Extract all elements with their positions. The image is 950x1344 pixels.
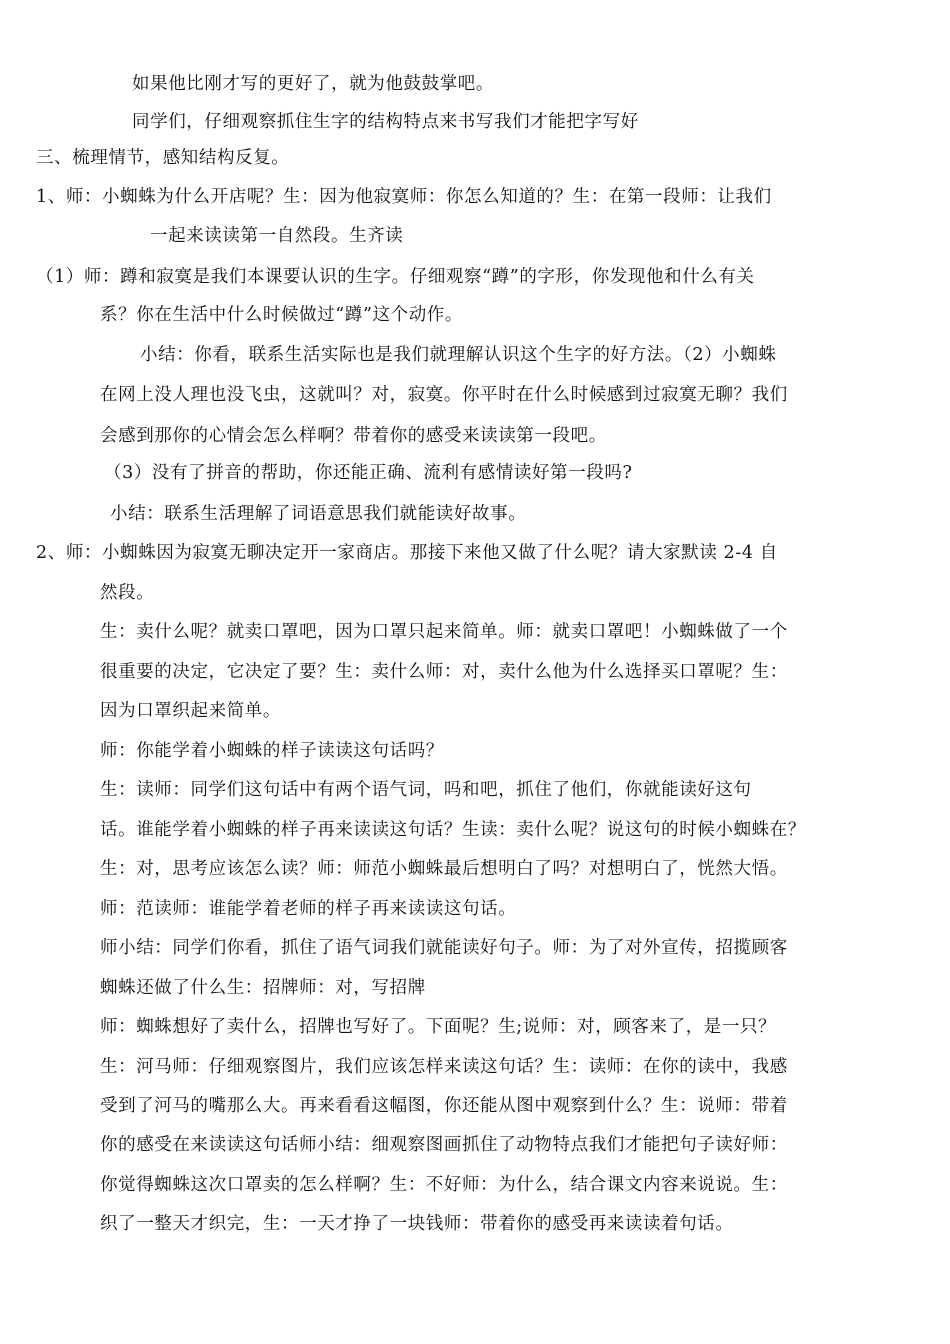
text-line: 系？你在生活中什么时候做过“蹲”这个动作。 <box>100 305 463 325</box>
text-line: 话。谁能学着小蜘蛛的样子再来读读这句话？生读：卖什么呢？说这句的时候小蜘蛛在？ <box>100 820 806 840</box>
text-line: 织了一整天才织完，生：一天才挣了一块钱师：带着你的感受再来读读着句话。 <box>100 1214 734 1234</box>
text-line: 生：河马师：仔细观察图片，我们应该怎样来读这句话？生：读师：在你的读中，我感 <box>100 1057 788 1077</box>
text-line: 蜘蛛还做了什么生：招牌师：对，写招牌 <box>100 978 426 998</box>
text-line: 师：范读师：谁能学着老师的样子再来读读这句话。 <box>100 899 517 919</box>
text-line: 2、师：小蜘蛛因为寂寞无聊决定开一家商店。那接下来他又做了什么呢？请大家默读 2-4 自 <box>36 543 778 563</box>
text-line: 小结：联系生活理解了词语意思我们就能读好故事。 <box>110 504 527 524</box>
text-line: 1、师：小蜘蛛为什么开店呢？生：因为他寂寞师：你怎么知道的？生：在第一段师：让我们 <box>36 187 772 207</box>
text-line: 一起来读读第一自然段。生齐读 <box>150 226 404 246</box>
text-line: 因为口罩织起来简单。 <box>100 701 281 721</box>
text-line: 你觉得蜘蛛这次口罩卖的怎么样啊？生：不好师：为什么，结合课文内容来说说。生： <box>100 1175 788 1195</box>
text-line: 师小结：同学们你看，抓住了语气词我们就能读好句子。师：为了对外宣传，招揽顾客 <box>100 938 788 958</box>
text-line: 生：卖什么呢？就卖口罩吧，因为口罩只起来简单。师：就卖口罩吧！小蜘蛛做了一个 <box>100 622 788 642</box>
text-line: 受到了河马的嘴那么大。再来看看这幅图，你还能从图中观察到什么？生：说师：带着 <box>100 1096 788 1116</box>
text-line: 很重要的决定，它决定了要？生：卖什么师：对，卖什么他为什么选择买口罩呢？生： <box>100 662 788 682</box>
text-line: 生：读师：同学们这句话中有两个语气词，吗和吧，抓住了他们，你就能读好这句 <box>100 780 752 800</box>
section-heading: 三、梳理情节，感知结构反复。 <box>36 148 290 168</box>
text-line: （3）没有了拼音的帮助，你还能正确、流利有感情读好第一段吗? <box>104 463 633 483</box>
text-line: 小结：你看，联系生活实际也是我们就理解认识这个生字的好方法。（2）小蜘蛛 <box>140 345 777 365</box>
text-line: 如果他比刚才写的更好了，就为他鼓鼓掌吧。 <box>132 74 494 94</box>
text-line: 师：你能学着小蜘蛛的样子读读这句话吗？ <box>100 741 444 761</box>
text-line: 师：蜘蛛想好了卖什么，招牌也写好了。下面呢？生;说师：对，顾客来了，是一只？ <box>100 1017 777 1037</box>
text-line: 然段。 <box>100 583 155 603</box>
text-line: 在网上没人理也没飞虫，这就叫？对，寂寞。你平时在什么时候感到过寂寞无聊？我们 <box>100 385 788 405</box>
text-line: 生：对，思考应该怎么读？师：师范小蜘蛛最后想明白了吗？对想明白了，恍然大悟。 <box>100 859 788 879</box>
text-line: 你的感受在来读读这句话师小结：细观察图画抓住了动物特点我们才能把句子读好师： <box>100 1135 788 1155</box>
text-line: （1）师：蹲和寂寞是我们本课要认识的生字。仔细观察“蹲”的字形，你发现他和什么有关 <box>36 267 755 287</box>
text-line: 会感到那你的心情会怎么样啊？带着你的感受来读读第一段吧。 <box>100 426 607 446</box>
text-line: 同学们，仔细观察抓住生字的结构特点来书写我们才能把字写好 <box>132 112 639 132</box>
